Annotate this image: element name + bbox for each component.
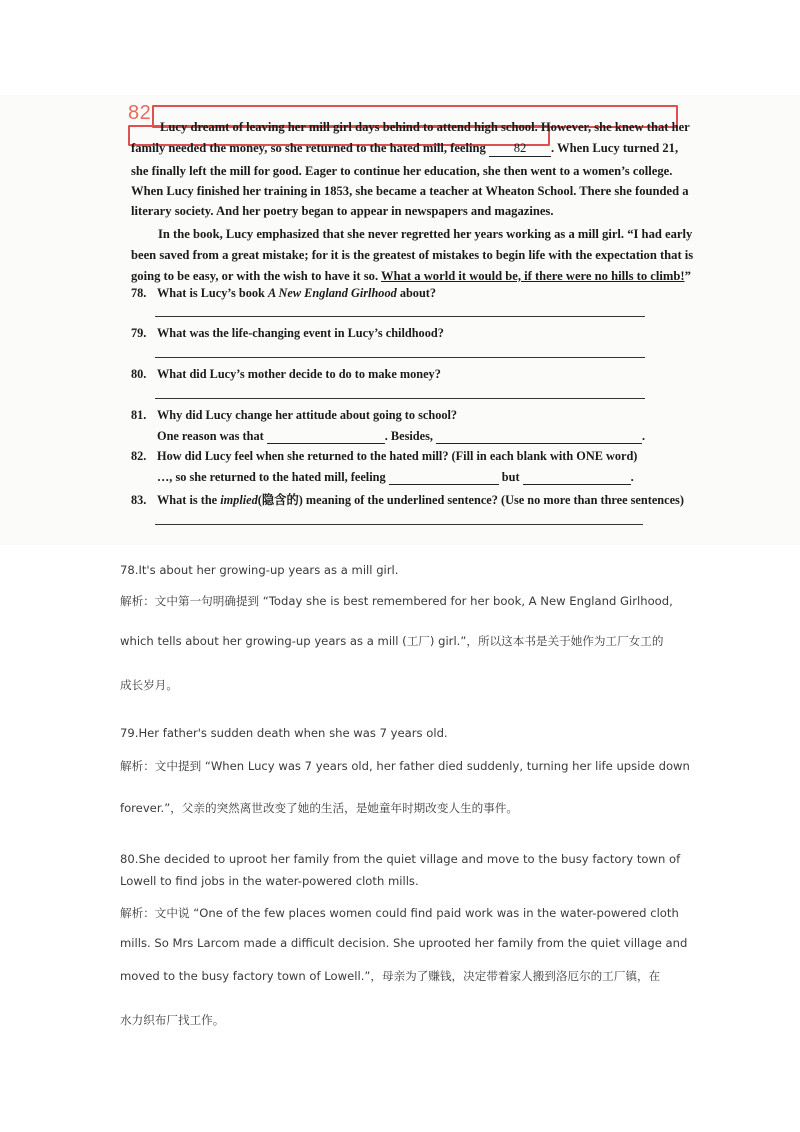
blank-82-b (523, 472, 631, 485)
explanation-78-line1: 解析：文中第一句明确提到 “Today she is best remembered for her book, A New England Girlhood, (120, 594, 673, 608)
passage-line-5: literary society. And her poetry began to appear in newspapers and magazines. (131, 203, 554, 218)
question-81: 81. Why did Lucy change her attitude about going to school? (131, 408, 458, 422)
explanation-80-line3: moved to the busy factory town of Lowell.”，母亲为了赚钱，决定带着家人搬到洛厄尔的工厂镇，在 (120, 969, 661, 983)
blank-82-a (389, 472, 499, 485)
answer-line-83 (155, 524, 643, 525)
answer-78: 78.It's about her growing-up years as a mill girl. (120, 563, 399, 577)
question-82-line2: …, so she returned to the hated mill, feeling but . (157, 470, 634, 484)
explanation-80-line2: mills. So Mrs Larcom made a difficult decision. She uprooted her family from the quiet village and (120, 936, 688, 950)
question-80: 80. What did Lucy’s mother decide to do to make money? (131, 367, 441, 381)
passage-line-6: In the book, Lucy emphasized that she never regretted her years working as a mill girl. “I had early (158, 226, 693, 241)
passage-line-8: going to be easy, or with the wish to have it so. What a world it would be, if there were no hills to climb!” (131, 268, 691, 283)
explanation-80-line1: 解析：文中说 “One of the few places women could find paid work was in the water-powered cloth (120, 906, 679, 920)
blank-81-a (267, 431, 385, 444)
blank-82: 82 (489, 140, 551, 157)
answer-79: 79.Her father's sudden death when she was 7 years old. (120, 726, 448, 740)
passage-line-3: she finally left the mill for good. Eager to continue her education, she then went to a women’s college. (131, 163, 673, 178)
explanation-79-line1: 解析：文中提到 “When Lucy was 7 years old, her father died suddenly, turning her life upside down (120, 759, 690, 773)
passage-line-4: When Lucy finished her training in 1853, she became a teacher at Wheaton School. There she founded a (131, 183, 689, 198)
underlined-sentence: What a world it would be, if there were no hills to climb! (381, 268, 685, 283)
passage-line-7: been saved from a great mistake; for it is the greatest of mistakes to begin life with the expectation that is (131, 247, 694, 262)
answer-80-line2: Lowell to find jobs in the water-powered cloth mills. (120, 874, 419, 888)
answer-line-79 (155, 357, 645, 358)
passage-line-1: Lucy dreamt of leaving her mill girl days behind to attend high school. However, she knew that her (160, 119, 690, 134)
question-78: 78. What is Lucy’s book A New England Girlhood about? (131, 286, 437, 300)
question-79: 79. What was the life-changing event in Lucy’s childhood? (131, 326, 444, 340)
annotation-number: 82 (128, 102, 152, 124)
question-81-line2: One reason was that . Besides, . (157, 429, 646, 443)
question-82: 82. How did Lucy feel when she returned to the hated mill? (Fill in each blank with ONE word) (131, 449, 638, 463)
explanation-78-line2: which tells about her growing-up years as a mill (工厂) girl.”，所以这本书是关于她作为工厂女工的 (120, 634, 664, 648)
explanation-78-line3: 成长岁月。 (120, 678, 178, 692)
answer-80-line1: 80.She decided to uproot her family from the quiet village and move to the busy factory town of (120, 852, 681, 866)
question-83: 83. What is the implied(隐含的) meaning of the underlined sentence? (Use no more than three sentences) (131, 493, 684, 507)
answer-line-80 (155, 398, 645, 399)
answer-line-78 (155, 316, 645, 317)
blank-81-b (436, 431, 642, 444)
explanation-79-line2: forever.”，父亲的突然离世改变了她的生活，是她童年时期改变人生的事件。 (120, 801, 519, 815)
passage-line-2: family needed the money, so she returned to the hated mill, feeling 82 . When Lucy turned 21, (131, 140, 679, 155)
explanation-80-line4: 水力织布厂找工作。 (120, 1013, 225, 1027)
